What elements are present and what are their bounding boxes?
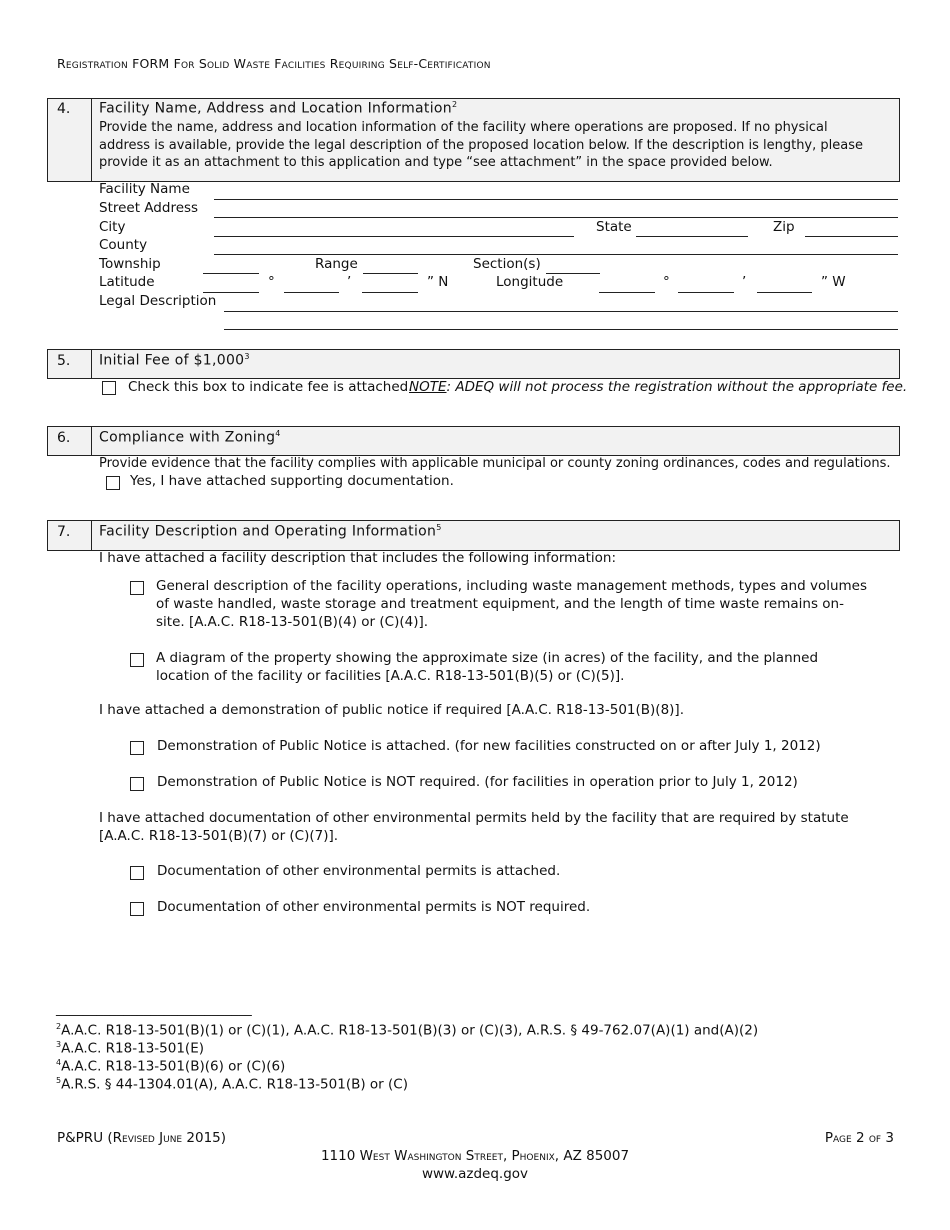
- township-label: Township: [99, 256, 161, 272]
- legal-description-label: Legal Description: [99, 293, 217, 309]
- zoning-docs-checkbox[interactable]: [106, 476, 120, 490]
- county-field[interactable]: [214, 254, 898, 255]
- zip-label: Zip: [773, 219, 795, 235]
- section-number: 5.: [57, 353, 71, 369]
- footer-revision: P&PRU (Revised June 2015): [57, 1130, 227, 1146]
- section-number: 6.: [57, 430, 71, 446]
- section-title: Compliance with Zoning$^4$: [99, 429, 281, 446]
- county-label: County: [99, 237, 148, 253]
- section-6-header: [47, 426, 900, 456]
- minute-symbol: ’: [742, 274, 747, 290]
- range-field[interactable]: [363, 273, 418, 274]
- minute-symbol: ’: [347, 274, 352, 290]
- fee-note: NOTE: ADEQ will not process the registration without the appropriate fee.: [409, 379, 908, 395]
- zoning-description: Provide evidence that the facility complies with applicable municipal or county zoning ordinances, codes and regulations.: [99, 456, 891, 471]
- section-title: Facility Description and Operating Information$^5$: [99, 523, 442, 540]
- public-notice-attached-label: Demonstration of Public Notice is attached. (for new facilities constructed on or after July 1, 2012): [157, 738, 821, 754]
- facility-name-label: Facility Name: [99, 181, 190, 197]
- permits-intro: I have attached documentation of other environmental permits held by the facility that are required by statute [A.A.C. R18-13-501(B)(7) or (C)(7)].: [99, 810, 849, 844]
- longitude-seconds-field[interactable]: [757, 292, 812, 293]
- north-symbol: ” N: [427, 274, 449, 290]
- degree-symbol: °: [663, 274, 670, 290]
- permits-attached-label: Documentation of other environmental permits is attached.: [157, 863, 561, 879]
- range-label: Range: [315, 256, 358, 272]
- general-description-label: General description of the facility operations, including waste management methods, types and volumes of waste handled, waste storage and treatment equipment, and the length of time waste remains on-site. [A.A.C. R18-13-501(B)(4) or (C)(4)].: [156, 578, 868, 630]
- state-field[interactable]: [636, 236, 748, 237]
- latitude-minutes-field[interactable]: [284, 292, 339, 293]
- zoning-docs-label: Yes, I have attached supporting documentation.: [130, 473, 454, 489]
- fee-attached-label: Check this box to indicate fee is attached.: [128, 379, 413, 395]
- footnote-rule: _____________________________: [56, 1001, 252, 1017]
- property-diagram-checkbox[interactable]: [130, 653, 144, 667]
- legal-description-field-1[interactable]: [224, 311, 898, 312]
- footer-website[interactable]: www.azdeq.gov: [421, 1166, 529, 1182]
- legal-description-field-2[interactable]: [224, 329, 898, 330]
- fee-attached-checkbox[interactable]: [102, 381, 116, 395]
- footer-page-number: Page 2 of 3: [824, 1130, 894, 1146]
- section-number: 4.: [57, 101, 71, 117]
- west-symbol: ” W: [821, 274, 846, 290]
- street-address-field[interactable]: [214, 217, 898, 218]
- public-notice-attached-checkbox[interactable]: [130, 741, 144, 755]
- section-4-header: [47, 98, 900, 182]
- section-title: Facility Name, Address and Location Information$^2$: [99, 100, 458, 117]
- degree-symbol: °: [268, 274, 275, 290]
- longitude-minutes-field[interactable]: [678, 292, 734, 293]
- section-5-header: [47, 349, 900, 379]
- public-notice-not-required-checkbox[interactable]: [130, 777, 144, 791]
- footnote-5: $^5$A.R.S. § 44-1304.01(A), A.A.C. R18-13-501(B) or (C): [56, 1076, 408, 1093]
- footnote-3: $^3$A.A.C. R18-13-501(E): [56, 1040, 204, 1057]
- public-notice-intro: I have attached a demonstration of public notice if required [A.A.C. R18-13-501(B)(8)].: [99, 702, 684, 718]
- footer-address: 1110 West Washington Street, Phoenix, AZ 85007: [320, 1148, 630, 1164]
- sections-label: Section(s): [473, 256, 541, 272]
- township-field[interactable]: [203, 273, 259, 274]
- section-description: Provide the name, address and location information of the facility where operations are proposed. If no physical address is available, provide the legal description of the proposed location below. If the description is lengthy, please provide it as an attachment to this application and type “see attachment” in the space provided below.: [99, 120, 863, 170]
- longitude-label: Longitude: [496, 274, 564, 290]
- property-diagram-label: A diagram of the property showing the approximate size (in acres) of the facility, and the planned location of the facility or facilities [A.A.C. R18-13-501(B)(5) or (C)(5)].: [156, 650, 819, 684]
- city-label: City: [99, 219, 126, 235]
- permits-not-required-label: Documentation of other environmental permits is NOT required.: [157, 899, 591, 915]
- latitude-seconds-field[interactable]: [362, 292, 418, 293]
- longitude-degrees-field[interactable]: [599, 292, 655, 293]
- facility-description-intro: I have attached a facility description that includes the following information:: [99, 550, 616, 566]
- general-description-checkbox[interactable]: [130, 581, 144, 595]
- city-field[interactable]: [214, 236, 574, 237]
- public-notice-not-required-label: Demonstration of Public Notice is NOT required. (for facilities in operation prior to July 1, 2012): [157, 774, 798, 790]
- permits-attached-checkbox[interactable]: [130, 866, 144, 880]
- section-7-header: [47, 520, 900, 551]
- facility-name-field[interactable]: [214, 199, 898, 200]
- footnote-4: $^4$A.A.C. R18-13-501(B)(6) or (C)(6): [56, 1058, 286, 1075]
- latitude-label: Latitude: [99, 274, 155, 290]
- zip-field[interactable]: [805, 236, 898, 237]
- form-title: Registration FORM For Solid Waste Facilities Requiring Self-Certification: [57, 56, 491, 71]
- footnote-2: $^2$A.A.C. R18-13-501(B)(1) or (C)(1), A.A.C. R18-13-501(B)(3) or (C)(3), A.R.S. § 49-762.07(A)(1) and(A)(2): [56, 1022, 759, 1039]
- section-title: Initial Fee of $1,000$^3$: [99, 352, 250, 369]
- section-number: 7.: [57, 524, 71, 540]
- permits-not-required-checkbox[interactable]: [130, 902, 144, 916]
- street-address-label: Street Address: [99, 200, 199, 216]
- state-label: State: [596, 219, 632, 235]
